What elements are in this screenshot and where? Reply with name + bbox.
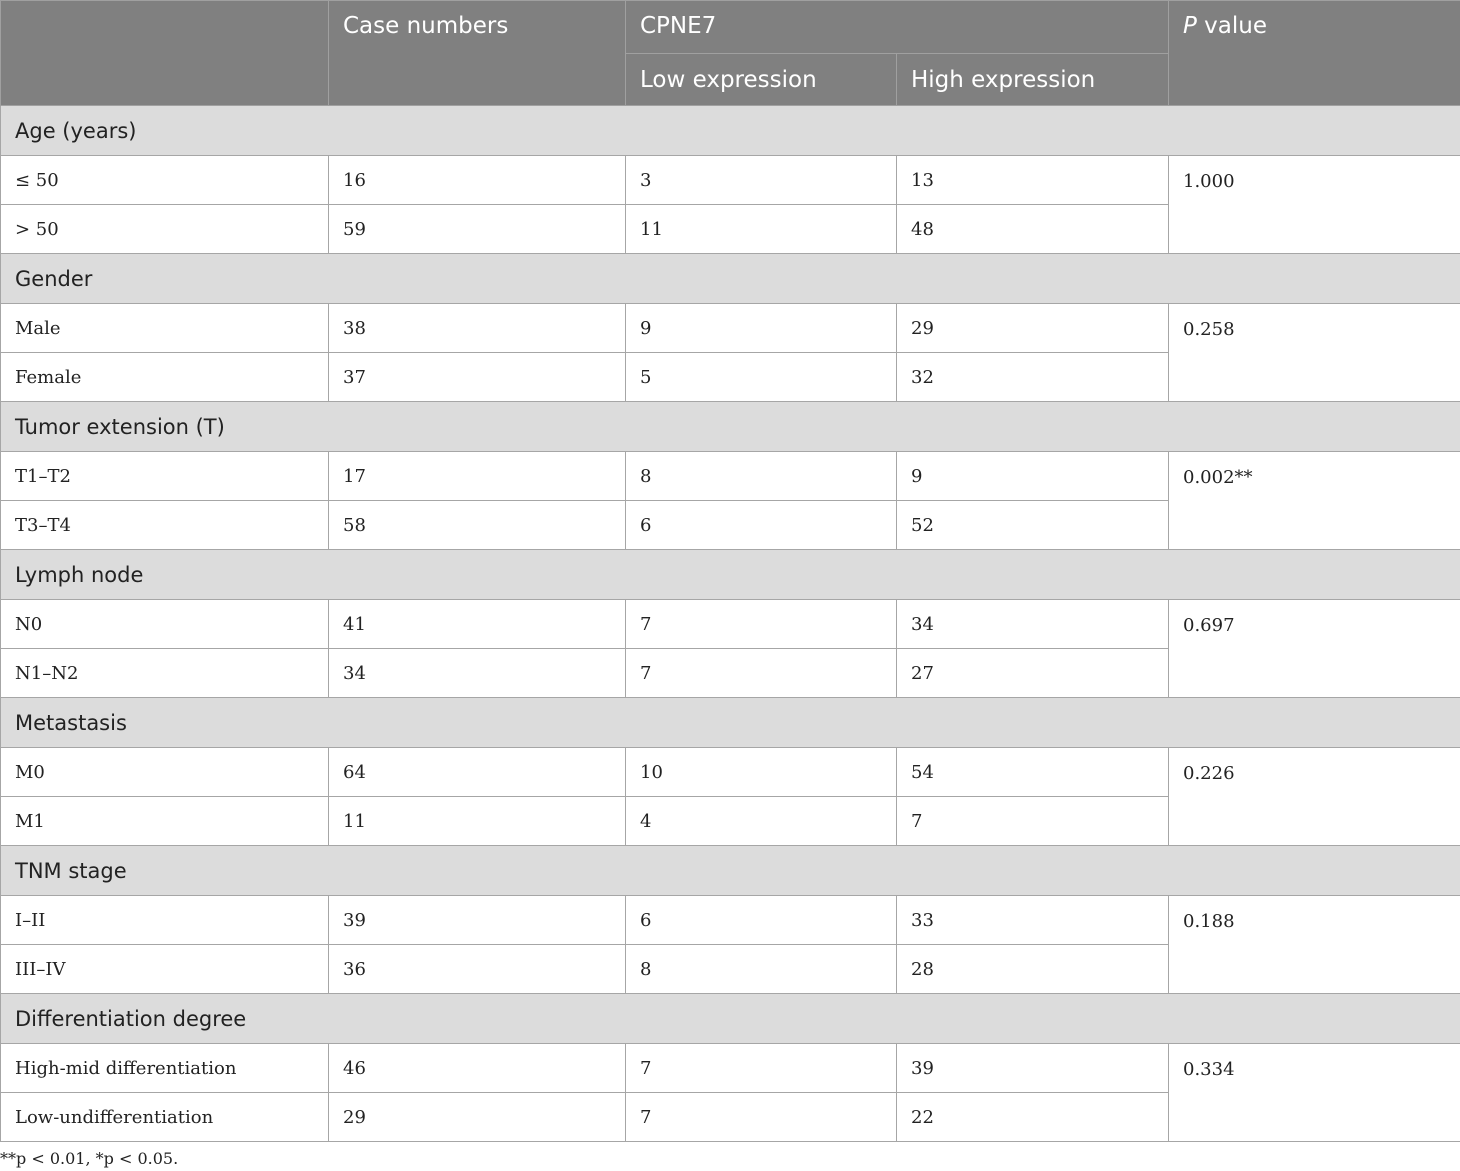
row-label-cell: N0 <box>1 600 329 649</box>
p-value-cell: 0.697 <box>1169 600 1460 698</box>
p-value-cell: 0.226 <box>1169 748 1460 846</box>
high-expression-cell: 7 <box>897 797 1169 846</box>
low-expression-cell: 6 <box>626 501 897 550</box>
group-label: Differentiation degree <box>1 994 1460 1044</box>
case-numbers-cell: 34 <box>329 649 626 698</box>
high-expression-cell: 27 <box>897 649 1169 698</box>
case-numbers-cell: 16 <box>329 156 626 205</box>
low-expression-cell: 8 <box>626 452 897 501</box>
p-value-cell: 0.188 <box>1169 896 1460 994</box>
row-label-cell: ≤ 50 <box>1 156 329 205</box>
group-row <box>1 550 1460 600</box>
high-expression-cell: 22 <box>897 1093 1169 1142</box>
row-label-cell: > 50 <box>1 205 329 254</box>
table-row <box>1 1044 1460 1093</box>
group-row <box>1 402 1460 452</box>
group-label: Tumor extension (T) <box>1 402 1460 452</box>
case-numbers-cell: 11 <box>329 797 626 846</box>
case-numbers-cell: 64 <box>329 748 626 797</box>
p-value-cell: 0.258 <box>1169 304 1460 402</box>
group-row <box>1 846 1460 896</box>
group-row <box>1 698 1460 748</box>
group-label: Metastasis <box>1 698 1460 748</box>
high-expression-cell: 48 <box>897 205 1169 254</box>
header-blank-cell <box>1 1 329 106</box>
case-numbers-cell: 17 <box>329 452 626 501</box>
header-cpne7: CPNE7 <box>626 1 1169 54</box>
p-value-cell: 0.334 <box>1169 1044 1460 1142</box>
low-expression-cell: 7 <box>626 1044 897 1093</box>
low-expression-cell: 3 <box>626 156 897 205</box>
group-label: Gender <box>1 254 1460 304</box>
row-label-cell: T1–T2 <box>1 452 329 501</box>
row-label-cell: Female <box>1 353 329 402</box>
high-expression-cell: 9 <box>897 452 1169 501</box>
low-expression-cell: 9 <box>626 304 897 353</box>
high-expression-cell: 29 <box>897 304 1169 353</box>
row-label-cell: Low-undifferentiation <box>1 1093 329 1142</box>
header-low-expression: Low expression <box>626 54 897 106</box>
header-p-italic: P <box>1183 13 1197 39</box>
table-footnote: **p < 0.01, *p < 0.05. <box>0 1149 179 1168</box>
table-row <box>1 304 1460 353</box>
p-value-cell: 0.002** <box>1169 452 1460 550</box>
case-numbers-cell: 37 <box>329 353 626 402</box>
group-label: Lymph node <box>1 550 1460 600</box>
high-expression-cell: 13 <box>897 156 1169 205</box>
header-p-rest: value <box>1196 13 1268 39</box>
table-header <box>1 1 1460 106</box>
low-expression-cell: 7 <box>626 1093 897 1142</box>
case-numbers-cell: 46 <box>329 1044 626 1093</box>
row-label-cell: M0 <box>1 748 329 797</box>
group-row <box>1 994 1460 1044</box>
case-numbers-cell: 29 <box>329 1093 626 1142</box>
table-row <box>1 748 1460 797</box>
table-row <box>1 452 1460 501</box>
group-row <box>1 254 1460 304</box>
high-expression-cell: 54 <box>897 748 1169 797</box>
group-label: TNM stage <box>1 846 1460 896</box>
row-label-cell: N1–N2 <box>1 649 329 698</box>
table-row <box>1 896 1460 945</box>
row-label-cell: M1 <box>1 797 329 846</box>
high-expression-cell: 33 <box>897 896 1169 945</box>
group-label: Age (years) <box>1 106 1460 156</box>
low-expression-cell: 8 <box>626 945 897 994</box>
group-row <box>1 106 1460 156</box>
table-body <box>1 106 1460 1142</box>
case-numbers-cell: 58 <box>329 501 626 550</box>
high-expression-cell: 39 <box>897 1044 1169 1093</box>
row-label-cell: Male <box>1 304 329 353</box>
case-numbers-cell: 41 <box>329 600 626 649</box>
case-numbers-cell: 36 <box>329 945 626 994</box>
low-expression-cell: 5 <box>626 353 897 402</box>
header-case-numbers: Case numbers <box>329 1 626 106</box>
high-expression-cell: 28 <box>897 945 1169 994</box>
low-expression-cell: 7 <box>626 649 897 698</box>
header-p-value <box>1169 1 1460 106</box>
low-expression-cell: 6 <box>626 896 897 945</box>
row-label-cell: T3–T4 <box>1 501 329 550</box>
table-row <box>1 156 1460 205</box>
low-expression-cell: 7 <box>626 600 897 649</box>
high-expression-cell: 32 <box>897 353 1169 402</box>
row-label-cell: I–II <box>1 896 329 945</box>
p-value-cell: 1.000 <box>1169 156 1460 254</box>
low-expression-cell: 11 <box>626 205 897 254</box>
case-numbers-cell: 39 <box>329 896 626 945</box>
low-expression-cell: 4 <box>626 797 897 846</box>
case-numbers-cell: 59 <box>329 205 626 254</box>
high-expression-cell: 52 <box>897 501 1169 550</box>
header-high-expression: High expression <box>897 54 1169 106</box>
table-row <box>1 600 1460 649</box>
high-expression-cell: 34 <box>897 600 1169 649</box>
case-numbers-cell: 38 <box>329 304 626 353</box>
row-label-cell: High-mid differentiation <box>1 1044 329 1093</box>
low-expression-cell: 10 <box>626 748 897 797</box>
row-label-cell: III–IV <box>1 945 329 994</box>
